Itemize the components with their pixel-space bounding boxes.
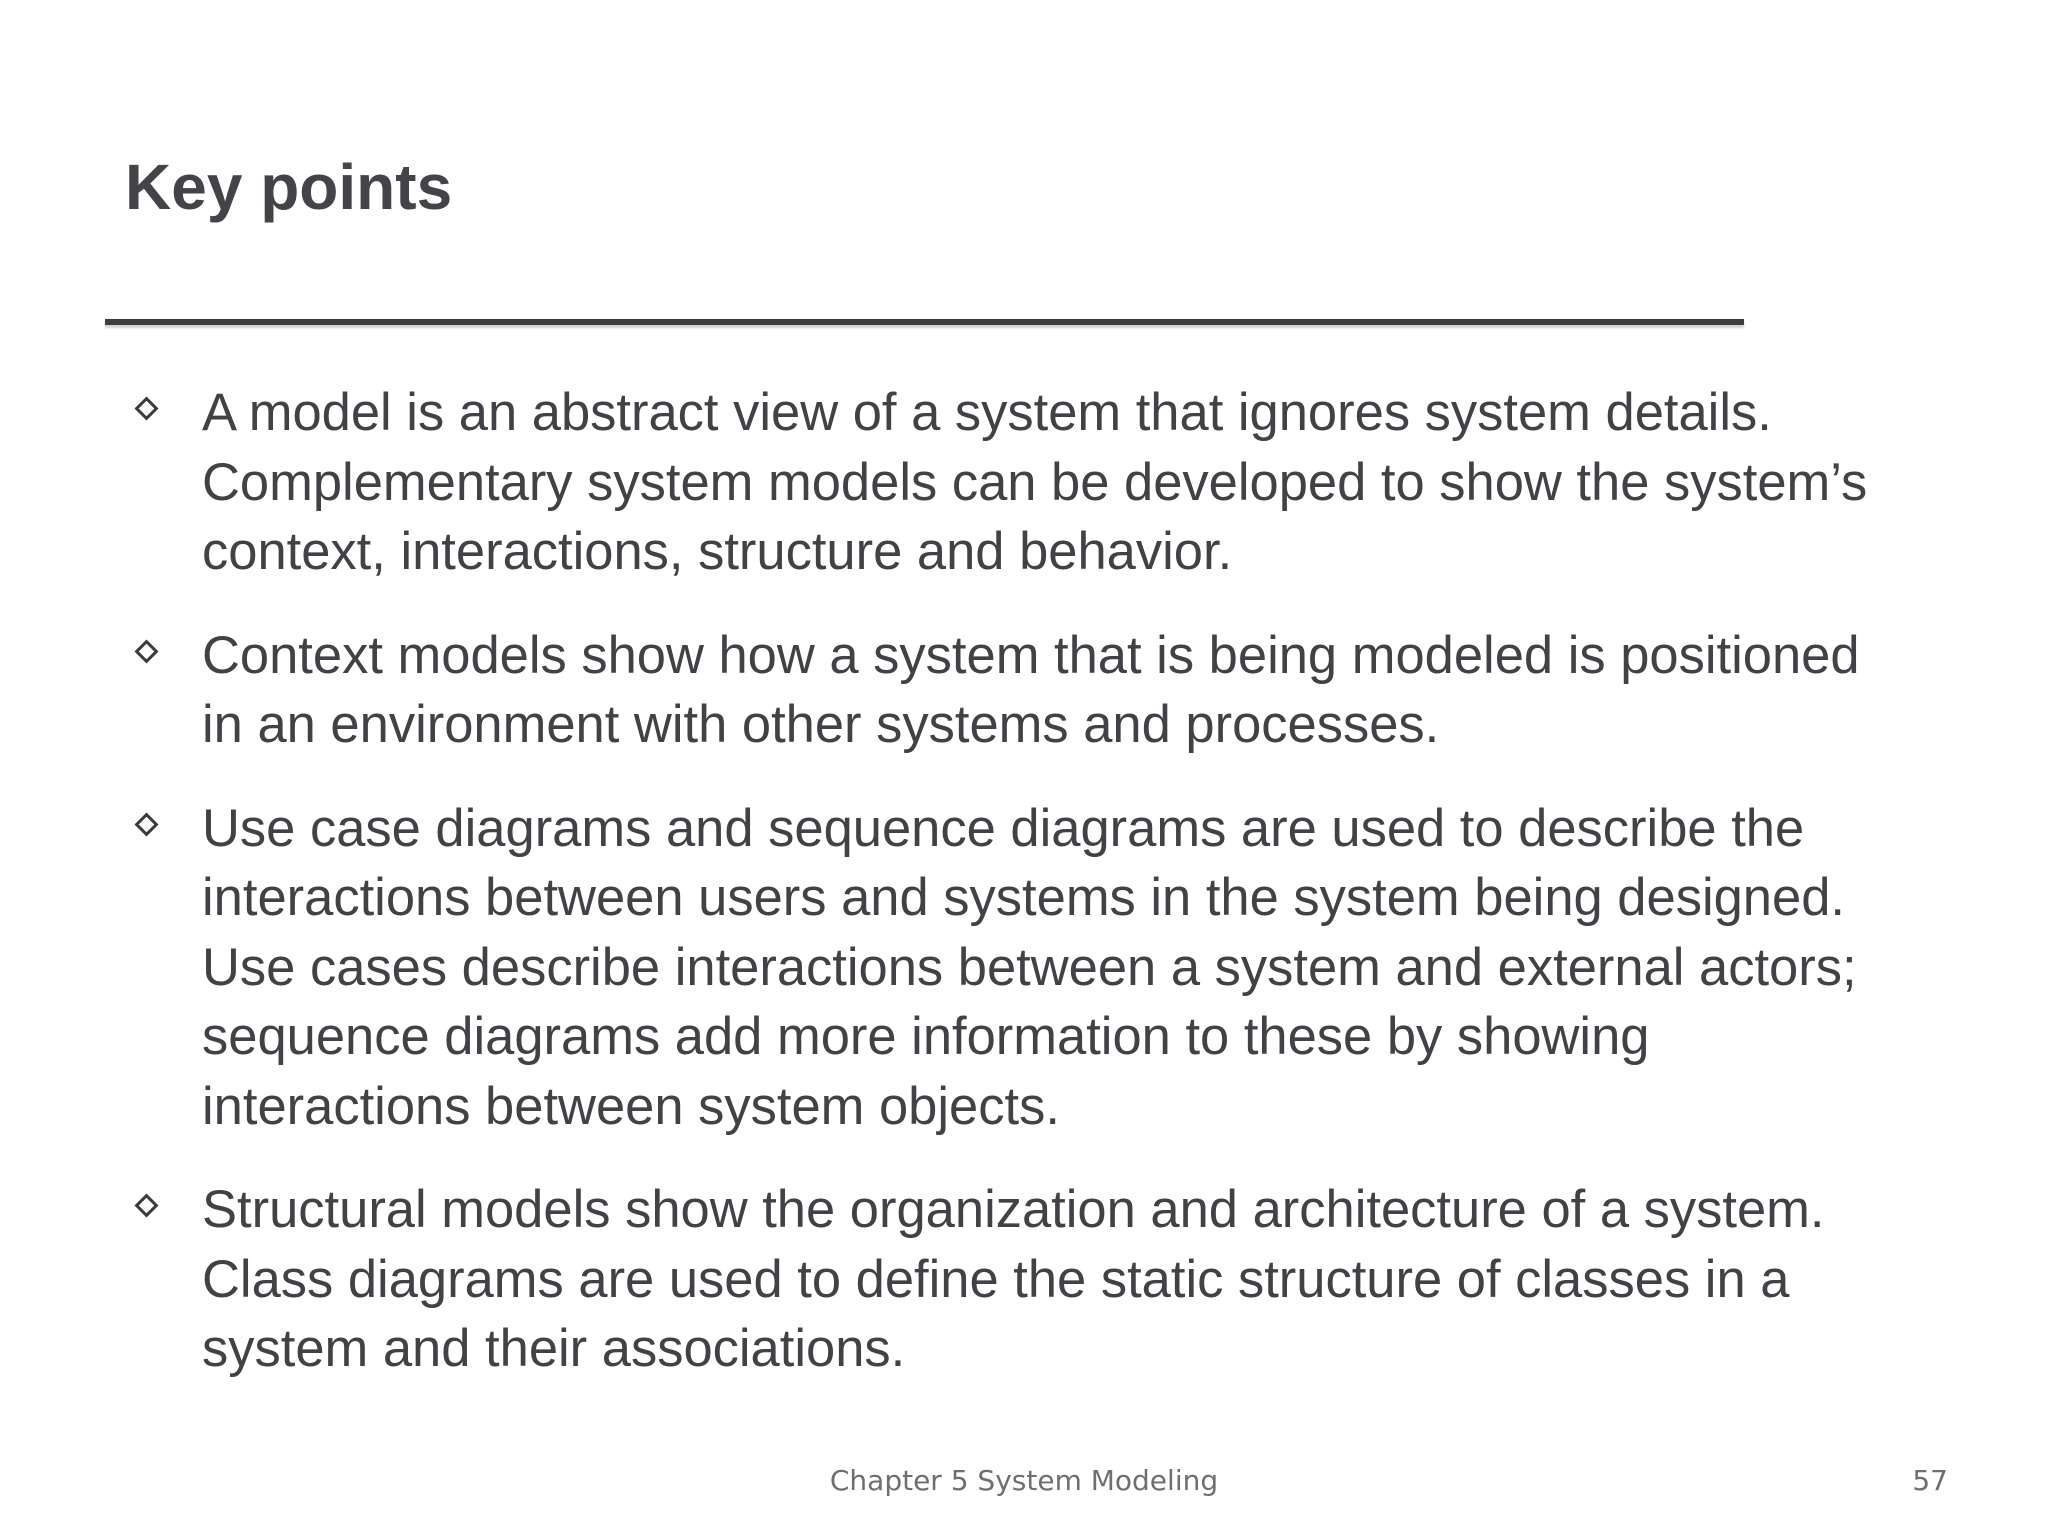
bullet-text: A model is an abstract view of a system that ignores system details. Complementary system models can be developed to show the system’s context, interactions, structure and behavior.: [202, 383, 1868, 581]
slide-title: Key points: [125, 151, 453, 223]
footer-chapter-title: Chapter 5 System Modeling: [829, 1464, 1219, 1497]
diamond-bullet-icon: [134, 1193, 158, 1217]
bullet-text: Context models show how a system that is being modeled is positioned in an environment with other systems and processes.: [202, 625, 1860, 754]
list-item: [130, 621, 1910, 760]
diamond-bullet-icon: [134, 396, 158, 420]
bullet-text: Use case diagrams and sequence diagrams are used to describe the interactions between users and systems in the system being designed. Use cases describe interactions between a system and external actors; sequence diagrams add more information to these by showing interactions between system objects.: [202, 798, 1857, 1136]
list-item: [130, 378, 1910, 587]
title-divider: [105, 319, 1744, 325]
diamond-bullet-icon: [134, 639, 158, 663]
list-item: [130, 1175, 1910, 1384]
footer-page-number: 57: [1912, 1464, 1948, 1497]
key-points-list: [130, 378, 1910, 1418]
bullet-text: Structural models show the organization and architecture of a system. Class diagrams are used to define the static structure of classes in a system and their associations.: [202, 1180, 1825, 1378]
diamond-bullet-icon: [134, 812, 158, 836]
list-item: [130, 794, 1910, 1142]
